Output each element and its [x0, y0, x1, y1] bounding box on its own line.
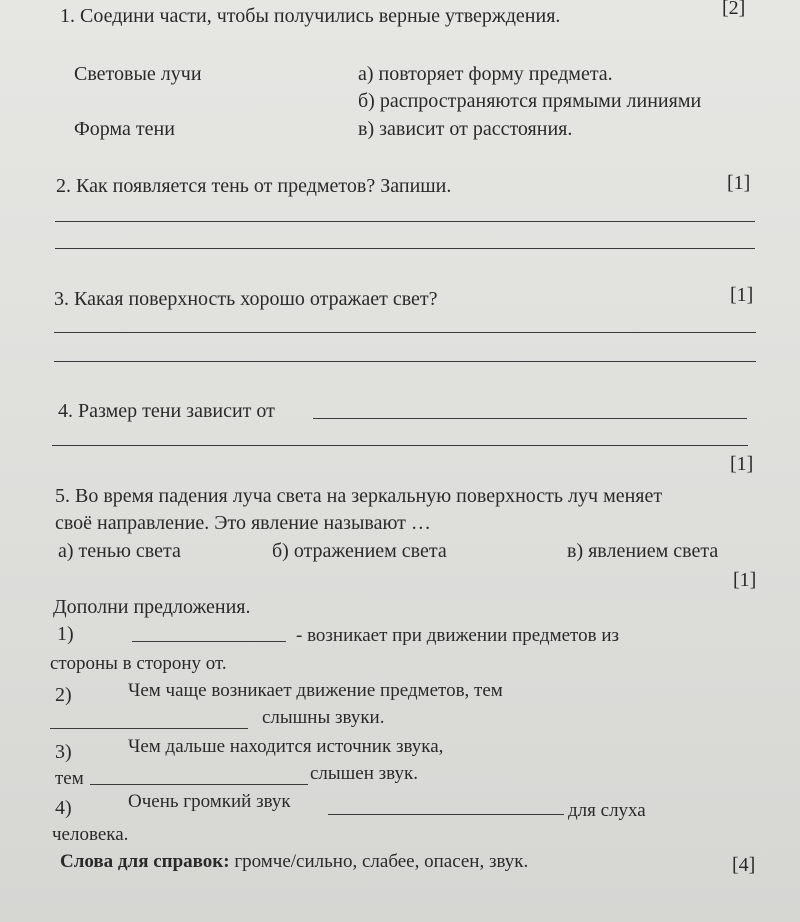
q1-option-b: б) распространяются прямыми линиями — [358, 90, 702, 112]
q6-s1-blank[interactable] — [132, 641, 286, 642]
q6-s1-number: 1) — [57, 623, 74, 645]
q1-left-2: Форма тени — [74, 118, 175, 140]
help-words-list: громче/сильно, слабее, опасен, звук. — [229, 851, 529, 872]
help-words — [60, 850, 528, 874]
q4-answer-line-1[interactable] — [313, 418, 747, 419]
q6-s2-text: Чем чаще возникает движение предметов, тем — [128, 680, 503, 701]
q6-s2-continuation: слышны звуки. — [262, 707, 385, 728]
q6-s3-tem: тем — [55, 768, 84, 789]
q4-answer-line-2[interactable] — [52, 445, 748, 446]
q1-points: [2] — [722, 0, 746, 19]
q3-points: [1] — [730, 284, 754, 306]
help-words-label: Слова для справок: — [60, 851, 230, 872]
q6-points: [4] — [732, 854, 756, 876]
q3-answer-line-2[interactable] — [54, 361, 756, 362]
q6-s1-continuation: стороны в сторону от. — [50, 653, 227, 674]
q2-points: [1] — [727, 172, 751, 194]
q6-s3-text: Чем дальше находится источник звука, — [128, 736, 444, 757]
q5-option-c: в) явлением света — [567, 540, 719, 562]
q6-s3-blank[interactable] — [90, 784, 308, 785]
q6-s3-number: 3) — [55, 741, 72, 763]
q5-line-2: своё направление. Это явление называют … — [55, 512, 431, 534]
q6-s3-continuation: слышен звук. — [310, 763, 418, 784]
q4-points: [1] — [730, 453, 754, 475]
q6-s4-blank[interactable] — [328, 814, 564, 815]
q6-s4-text: Очень громкий звук — [128, 791, 291, 812]
q5-points: [1] — [733, 569, 757, 591]
q5-option-a: а) тенью света — [58, 540, 181, 562]
q6-s4-after: для слуха — [568, 800, 646, 821]
q6-s2-blank[interactable] — [50, 728, 248, 729]
q2-answer-line-2[interactable] — [55, 248, 755, 249]
q6-s2-number: 2) — [55, 684, 72, 706]
q6-s4-continuation: человека. — [52, 824, 129, 845]
q3-answer-line-1[interactable] — [54, 332, 756, 333]
q6-title: Дополни предложения. — [53, 596, 251, 618]
q1-title: 1. Соедини части, чтобы получились верные утверждения. — [60, 5, 561, 27]
q6-s4-number: 4) — [55, 797, 72, 819]
q2-answer-line-1[interactable] — [55, 221, 755, 222]
q6-s1-text: - возникает при движении предметов из — [296, 625, 619, 646]
q4-title: 4. Размер тени зависит от — [58, 400, 275, 422]
q2-title: 2. Как появляется тень от предметов? Запиши. — [56, 175, 452, 197]
q5-line-1: 5. Во время падения луча света на зеркальную поверхность луч меняет — [55, 485, 663, 507]
q5-option-b: б) отражением света — [272, 540, 447, 562]
q1-option-a: а) повторяет форму предмета. — [358, 63, 613, 85]
q3-title: 3. Какая поверхность хорошо отражает свет? — [54, 288, 438, 310]
q1-option-c: в) зависит от расстояния. — [358, 118, 573, 140]
q1-left-1: Световые лучи — [74, 63, 202, 85]
